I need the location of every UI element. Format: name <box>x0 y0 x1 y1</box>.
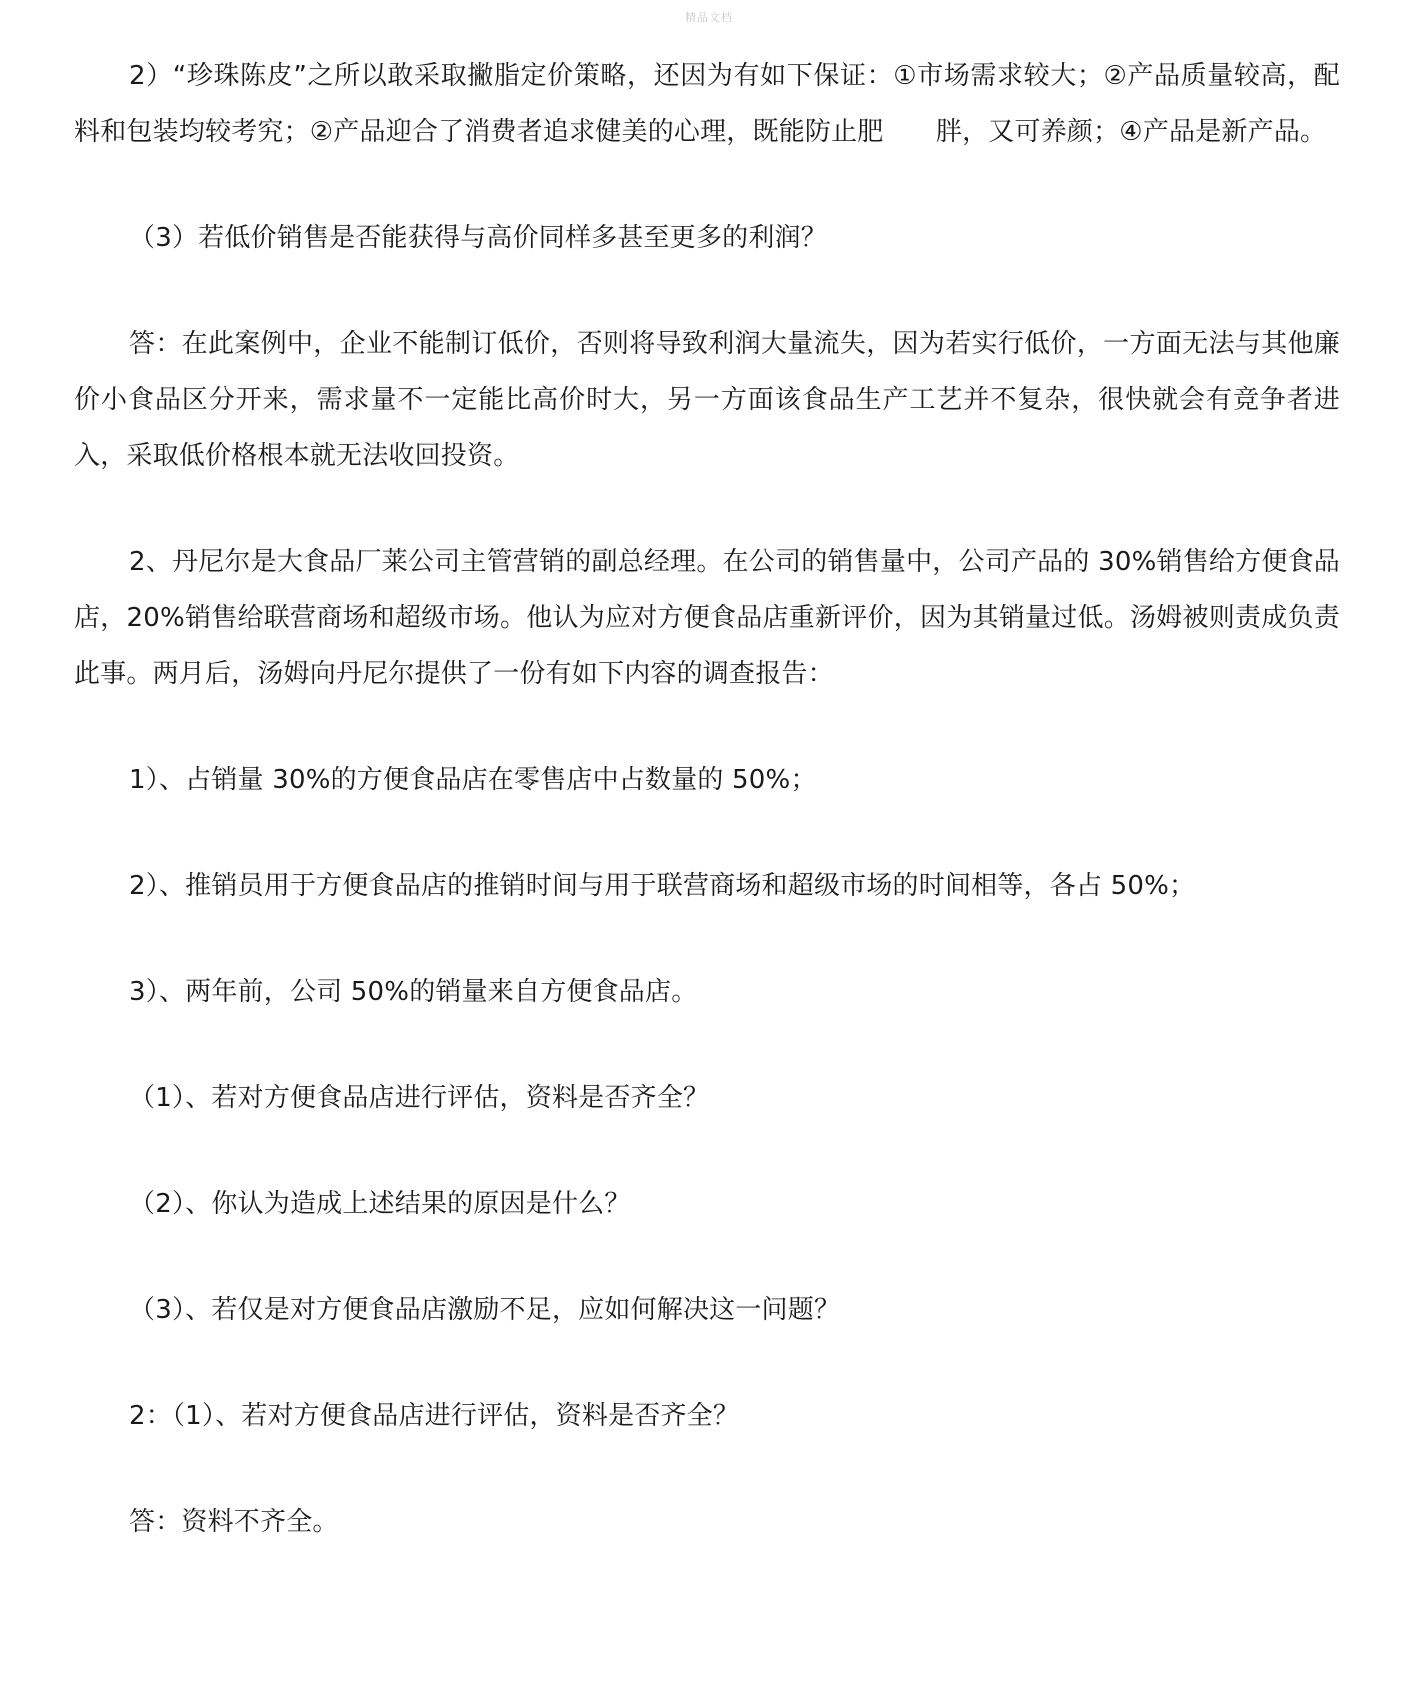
question-2: （2）、你认为造成上述结果的原因是什么？ <box>129 1189 631 1219</box>
report-item-3: 3）、两年前，公司 50%的销量来自方便食品店。 <box>129 977 698 1007</box>
question-3: （3）、若仅是对方便食品店激励不足，应如何解决这一问题？ <box>129 1295 841 1325</box>
report-item-1: 1）、占销量 30%的方便食品店在零售店中占数量的 50%； <box>129 765 817 795</box>
case-2-description: 2、丹尼尔是大食品厂莱公司主管营销的副总经理。在公司的销售量中，公司产品的 30%销售给方便食品店，20%销售给联营商场和超级市场。他认为应对方便食品店重新评价，因为其销量过低。汤姆被则责成负责此事。两月后，汤姆向丹尼尔提供了一份有如下内容的调查报告： <box>74 547 1340 689</box>
answer-heading-1: 2：（1）、若对方便食品店进行评估，资料是否齐全？ <box>129 1401 740 1431</box>
document-body <box>74 48 1340 1550</box>
header-watermark: 精品文档 <box>685 11 733 24</box>
report-item-2: 2）、推销员用于方便食品店的推销时间与用于联营商场和超级市场的时间相等，各占 50%； <box>129 871 1196 901</box>
answer-low-price: 答：在此案例中，企业不能制订低价，否则将导致利润大量流失，因为若实行低价，一方面无法与其他廉价小食品区分开来，需求量不一定能比高价时大，另一方面该食品生产工艺并不复杂，很快就会有竞争者进入，采取低价格根本就无法收回投资。 <box>74 329 1340 471</box>
paragraph-skimming-guarantees: 2）“珍珠陈皮”之所以敢采取撇脂定价策略，还因为有如下保证：①市场需求较大；②产品质量较高，配料和包装均较考究；②产品迎合了消费者追求健美的心理，既能防止肥 胖，又可养颜；④产品是新产品。 <box>74 61 1340 147</box>
question-1: （1）、若对方便食品店进行评估，资料是否齐全？ <box>129 1083 710 1113</box>
question-low-price: （3）若低价销售是否能获得与高价同样多甚至更多的利润？ <box>129 223 827 253</box>
answer-1: 答：资料不齐全。 <box>129 1507 339 1537</box>
